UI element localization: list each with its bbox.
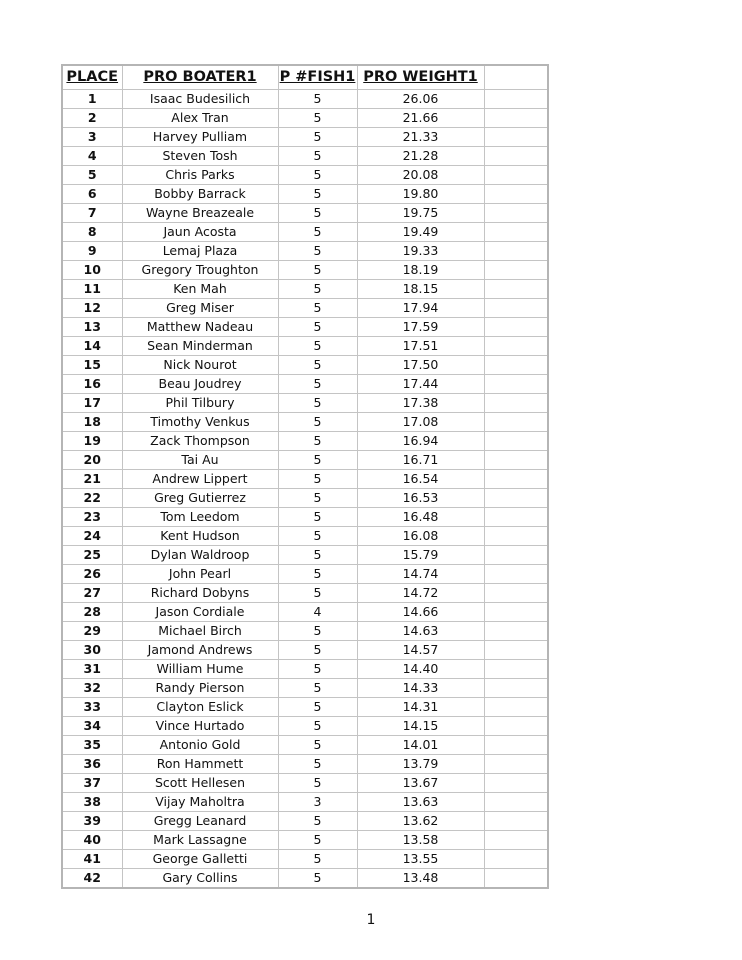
fish-count-cell: 5 <box>278 641 357 660</box>
table-row <box>62 831 548 850</box>
place-cell: 19 <box>62 432 122 451</box>
table-row <box>62 470 548 489</box>
empty-cell <box>484 565 548 584</box>
fish-count-cell: 5 <box>278 489 357 508</box>
empty-cell <box>484 812 548 831</box>
fish-count-cell: 5 <box>278 128 357 147</box>
weight-cell: 16.48 <box>357 508 484 527</box>
table-row <box>62 546 548 565</box>
table-row <box>62 413 548 432</box>
place-cell: 27 <box>62 584 122 603</box>
empty-cell <box>484 451 548 470</box>
table-row <box>62 337 548 356</box>
fish-count-cell: 5 <box>278 508 357 527</box>
boater-name-cell: Chris Parks <box>122 166 278 185</box>
boater-name-cell: Richard Dobyns <box>122 584 278 603</box>
table-row <box>62 318 548 337</box>
place-cell: 25 <box>62 546 122 565</box>
fish-count-cell: 5 <box>278 280 357 299</box>
table-row <box>62 584 548 603</box>
weight-cell: 16.94 <box>357 432 484 451</box>
table-row <box>62 774 548 793</box>
weight-cell: 26.06 <box>357 90 484 109</box>
weight-cell: 19.33 <box>357 242 484 261</box>
empty-cell <box>484 774 548 793</box>
boater-name-cell: Gary Collins <box>122 869 278 889</box>
table-row <box>62 869 548 889</box>
boater-name-cell: Jamond Andrews <box>122 641 278 660</box>
empty-cell <box>484 755 548 774</box>
table-row <box>62 147 548 166</box>
place-cell: 21 <box>62 470 122 489</box>
empty-cell <box>484 242 548 261</box>
fish-count-cell: 5 <box>278 261 357 280</box>
header-pro-weight: PRO WEIGHT1 <box>357 65 484 90</box>
empty-cell <box>484 204 548 223</box>
boater-name-cell: Isaac Budesilich <box>122 90 278 109</box>
fish-count-cell: 3 <box>278 793 357 812</box>
fish-count-cell: 5 <box>278 299 357 318</box>
empty-cell <box>484 318 548 337</box>
boater-name-cell: Alex Tran <box>122 109 278 128</box>
place-cell: 17 <box>62 394 122 413</box>
place-cell: 2 <box>62 109 122 128</box>
weight-cell: 16.71 <box>357 451 484 470</box>
weight-cell: 19.49 <box>357 223 484 242</box>
boater-name-cell: Greg Gutierrez <box>122 489 278 508</box>
table-row <box>62 109 548 128</box>
weight-cell: 14.31 <box>357 698 484 717</box>
place-cell: 7 <box>62 204 122 223</box>
place-cell: 13 <box>62 318 122 337</box>
empty-cell <box>484 660 548 679</box>
fish-count-cell: 5 <box>278 432 357 451</box>
boater-name-cell: Zack Thompson <box>122 432 278 451</box>
fish-count-cell: 5 <box>278 850 357 869</box>
place-cell: 3 <box>62 128 122 147</box>
place-cell: 4 <box>62 147 122 166</box>
table-row <box>62 299 548 318</box>
place-cell: 38 <box>62 793 122 812</box>
empty-cell <box>484 584 548 603</box>
place-cell: 41 <box>62 850 122 869</box>
empty-cell <box>484 413 548 432</box>
empty-cell <box>484 489 548 508</box>
weight-cell: 13.58 <box>357 831 484 850</box>
fish-count-cell: 4 <box>278 603 357 622</box>
fish-count-cell: 5 <box>278 147 357 166</box>
place-cell: 26 <box>62 565 122 584</box>
header-empty <box>484 65 548 90</box>
boater-name-cell: Lemaj Plaza <box>122 242 278 261</box>
table-row <box>62 812 548 831</box>
boater-name-cell: Timothy Venkus <box>122 413 278 432</box>
fish-count-cell: 5 <box>278 242 357 261</box>
weight-cell: 14.74 <box>357 565 484 584</box>
empty-cell <box>484 375 548 394</box>
weight-cell: 20.08 <box>357 166 484 185</box>
weight-cell: 17.38 <box>357 394 484 413</box>
weight-cell: 14.66 <box>357 603 484 622</box>
weight-cell: 13.63 <box>357 793 484 812</box>
place-cell: 31 <box>62 660 122 679</box>
fish-count-cell: 5 <box>278 204 357 223</box>
table-row <box>62 356 548 375</box>
fish-count-cell: 5 <box>278 660 357 679</box>
place-cell: 29 <box>62 622 122 641</box>
place-cell: 22 <box>62 489 122 508</box>
place-cell: 34 <box>62 717 122 736</box>
fish-count-cell: 5 <box>278 375 357 394</box>
boater-name-cell: William Hume <box>122 660 278 679</box>
fish-count-cell: 5 <box>278 546 357 565</box>
fish-count-cell: 5 <box>278 394 357 413</box>
boater-name-cell: Phil Tilbury <box>122 394 278 413</box>
boater-name-cell: Gregg Leanard <box>122 812 278 831</box>
place-cell: 20 <box>62 451 122 470</box>
empty-cell <box>484 508 548 527</box>
empty-cell <box>484 128 548 147</box>
fish-count-cell: 5 <box>278 736 357 755</box>
boater-name-cell: Nick Nourot <box>122 356 278 375</box>
table-row <box>62 679 548 698</box>
boater-name-cell: George Galletti <box>122 850 278 869</box>
results-body <box>62 90 548 889</box>
boater-name-cell: Dylan Waldroop <box>122 546 278 565</box>
empty-cell <box>484 280 548 299</box>
weight-cell: 17.51 <box>357 337 484 356</box>
empty-cell <box>484 698 548 717</box>
place-cell: 40 <box>62 831 122 850</box>
weight-cell: 21.66 <box>357 109 484 128</box>
weight-cell: 21.28 <box>357 147 484 166</box>
place-cell: 16 <box>62 375 122 394</box>
empty-cell <box>484 356 548 375</box>
fish-count-cell: 5 <box>278 774 357 793</box>
place-cell: 32 <box>62 679 122 698</box>
boater-name-cell: Greg Miser <box>122 299 278 318</box>
weight-cell: 14.01 <box>357 736 484 755</box>
empty-cell <box>484 109 548 128</box>
boater-name-cell: Vince Hurtado <box>122 717 278 736</box>
place-cell: 18 <box>62 413 122 432</box>
empty-cell <box>484 90 548 109</box>
fish-count-cell: 5 <box>278 831 357 850</box>
fish-count-cell: 5 <box>278 717 357 736</box>
weight-cell: 14.40 <box>357 660 484 679</box>
boater-name-cell: Clayton Eslick <box>122 698 278 717</box>
weight-cell: 17.08 <box>357 413 484 432</box>
table-row <box>62 850 548 869</box>
empty-cell <box>484 185 548 204</box>
weight-cell: 17.94 <box>357 299 484 318</box>
empty-cell <box>484 679 548 698</box>
weight-cell: 16.08 <box>357 527 484 546</box>
fish-count-cell: 5 <box>278 527 357 546</box>
fish-count-cell: 5 <box>278 223 357 242</box>
fish-count-cell: 5 <box>278 413 357 432</box>
empty-cell <box>484 223 548 242</box>
weight-cell: 13.55 <box>357 850 484 869</box>
fish-count-cell: 5 <box>278 109 357 128</box>
boater-name-cell: Kent Hudson <box>122 527 278 546</box>
table-row <box>62 793 548 812</box>
table-row <box>62 242 548 261</box>
weight-cell: 13.48 <box>357 869 484 889</box>
place-cell: 11 <box>62 280 122 299</box>
table-row <box>62 641 548 660</box>
boater-name-cell: Tom Leedom <box>122 508 278 527</box>
header-pro-boater: PRO BOATER1 <box>122 65 278 90</box>
empty-cell <box>484 147 548 166</box>
boater-name-cell: John Pearl <box>122 565 278 584</box>
place-cell: 10 <box>62 261 122 280</box>
table-row <box>62 261 548 280</box>
place-cell: 33 <box>62 698 122 717</box>
place-cell: 12 <box>62 299 122 318</box>
place-cell: 14 <box>62 337 122 356</box>
boater-name-cell: Sean Minderman <box>122 337 278 356</box>
empty-cell <box>484 546 548 565</box>
table-row <box>62 280 548 299</box>
place-cell: 1 <box>62 90 122 109</box>
fish-count-cell: 5 <box>278 470 357 489</box>
table-row <box>62 489 548 508</box>
fish-count-cell: 5 <box>278 318 357 337</box>
boater-name-cell: Tai Au <box>122 451 278 470</box>
weight-cell: 14.72 <box>357 584 484 603</box>
weight-cell: 14.57 <box>357 641 484 660</box>
table-row <box>62 223 548 242</box>
empty-cell <box>484 831 548 850</box>
weight-cell: 13.62 <box>357 812 484 831</box>
table-row <box>62 527 548 546</box>
table-row <box>62 204 548 223</box>
boater-name-cell: Mark Lassagne <box>122 831 278 850</box>
boater-name-cell: Steven Tosh <box>122 147 278 166</box>
boater-name-cell: Andrew Lippert <box>122 470 278 489</box>
place-cell: 35 <box>62 736 122 755</box>
boater-name-cell: Ron Hammett <box>122 755 278 774</box>
boater-name-cell: Wayne Breazeale <box>122 204 278 223</box>
place-cell: 36 <box>62 755 122 774</box>
boater-name-cell: Jason Cordiale <box>122 603 278 622</box>
results-table <box>61 64 549 889</box>
weight-cell: 15.79 <box>357 546 484 565</box>
place-cell: 39 <box>62 812 122 831</box>
boater-name-cell: Antonio Gold <box>122 736 278 755</box>
table-row <box>62 603 548 622</box>
empty-cell <box>484 850 548 869</box>
table-row <box>62 394 548 413</box>
boater-name-cell: Bobby Barrack <box>122 185 278 204</box>
place-cell: 42 <box>62 869 122 889</box>
fish-count-cell: 5 <box>278 584 357 603</box>
boater-name-cell: Vijay Maholtra <box>122 793 278 812</box>
boater-name-cell: Randy Pierson <box>122 679 278 698</box>
empty-cell <box>484 622 548 641</box>
fish-count-cell: 5 <box>278 869 357 889</box>
boater-name-cell: Harvey Pulliam <box>122 128 278 147</box>
boater-name-cell: Matthew Nadeau <box>122 318 278 337</box>
fish-count-cell: 5 <box>278 166 357 185</box>
boater-name-cell: Jaun Acosta <box>122 223 278 242</box>
header-fish-count: P #FISH1 <box>278 65 357 90</box>
table-row <box>62 717 548 736</box>
empty-cell <box>484 717 548 736</box>
weight-cell: 16.54 <box>357 470 484 489</box>
empty-cell <box>484 166 548 185</box>
place-cell: 28 <box>62 603 122 622</box>
weight-cell: 14.15 <box>357 717 484 736</box>
empty-cell <box>484 793 548 812</box>
weight-cell: 19.80 <box>357 185 484 204</box>
fish-count-cell: 5 <box>278 812 357 831</box>
weight-cell: 18.15 <box>357 280 484 299</box>
place-cell: 23 <box>62 508 122 527</box>
fish-count-cell: 5 <box>278 622 357 641</box>
weight-cell: 19.75 <box>357 204 484 223</box>
boater-name-cell: Ken Mah <box>122 280 278 299</box>
table-row <box>62 565 548 584</box>
table-row <box>62 736 548 755</box>
place-cell: 6 <box>62 185 122 204</box>
weight-cell: 16.53 <box>357 489 484 508</box>
table-row <box>62 622 548 641</box>
boater-name-cell: Beau Joudrey <box>122 375 278 394</box>
table-row <box>62 166 548 185</box>
empty-cell <box>484 432 548 451</box>
page-number: 1 <box>366 912 376 928</box>
empty-cell <box>484 470 548 489</box>
empty-cell <box>484 299 548 318</box>
table-row <box>62 698 548 717</box>
fish-count-cell: 5 <box>278 90 357 109</box>
place-cell: 37 <box>62 774 122 793</box>
weight-cell: 17.59 <box>357 318 484 337</box>
empty-cell <box>484 869 548 889</box>
fish-count-cell: 5 <box>278 356 357 375</box>
empty-cell <box>484 736 548 755</box>
empty-cell <box>484 394 548 413</box>
place-cell: 15 <box>62 356 122 375</box>
boater-name-cell: Michael Birch <box>122 622 278 641</box>
weight-cell: 14.33 <box>357 679 484 698</box>
weight-cell: 17.44 <box>357 375 484 394</box>
empty-cell <box>484 527 548 546</box>
fish-count-cell: 5 <box>278 185 357 204</box>
table-row <box>62 755 548 774</box>
place-cell: 24 <box>62 527 122 546</box>
place-cell: 9 <box>62 242 122 261</box>
weight-cell: 21.33 <box>357 128 484 147</box>
place-cell: 8 <box>62 223 122 242</box>
boater-name-cell: Gregory Troughton <box>122 261 278 280</box>
table-row <box>62 185 548 204</box>
fish-count-cell: 5 <box>278 698 357 717</box>
boater-name-cell: Scott Hellesen <box>122 774 278 793</box>
empty-cell <box>484 261 548 280</box>
place-cell: 5 <box>62 166 122 185</box>
weight-cell: 17.50 <box>357 356 484 375</box>
fish-count-cell: 5 <box>278 337 357 356</box>
fish-count-cell: 5 <box>278 755 357 774</box>
table-row <box>62 432 548 451</box>
weight-cell: 13.67 <box>357 774 484 793</box>
table-row <box>62 90 548 109</box>
fish-count-cell: 5 <box>278 679 357 698</box>
table-row <box>62 375 548 394</box>
empty-cell <box>484 641 548 660</box>
table-row <box>62 508 548 527</box>
empty-cell <box>484 603 548 622</box>
fish-count-cell: 5 <box>278 451 357 470</box>
fish-count-cell: 5 <box>278 565 357 584</box>
place-cell: 30 <box>62 641 122 660</box>
header-row <box>62 65 548 90</box>
table-row <box>62 660 548 679</box>
table-row <box>62 451 548 470</box>
weight-cell: 18.19 <box>357 261 484 280</box>
header-place: PLACE <box>62 65 122 90</box>
table-row <box>62 128 548 147</box>
weight-cell: 13.79 <box>357 755 484 774</box>
weight-cell: 14.63 <box>357 622 484 641</box>
empty-cell <box>484 337 548 356</box>
